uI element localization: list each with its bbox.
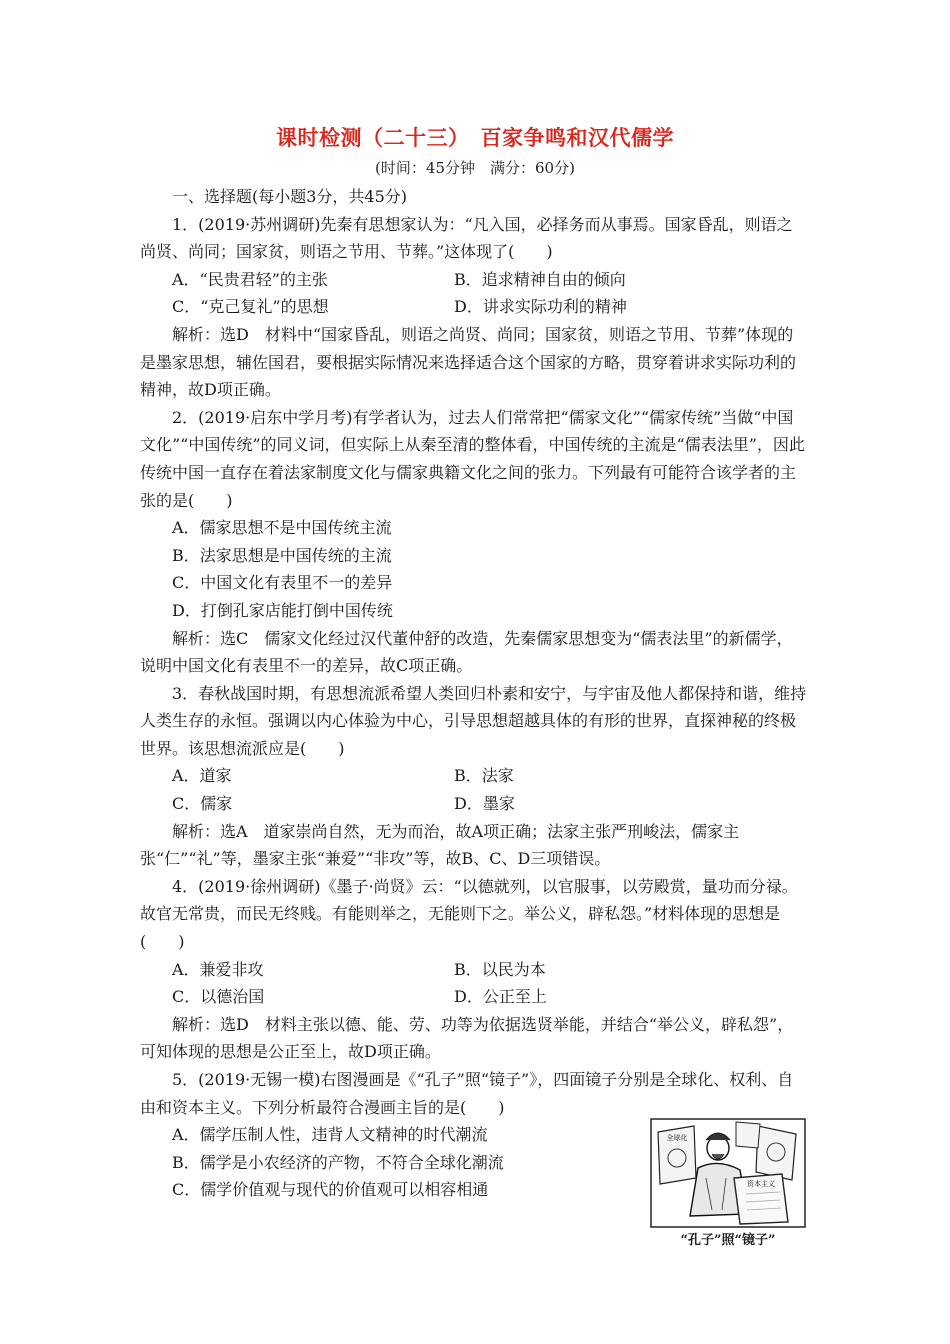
q2-option-a: A．儒家思想不是中国传统主流 xyxy=(172,518,392,538)
q2-option-d: D．打倒孔家店能打倒中国传统 xyxy=(172,600,393,620)
q3-analysis: 解析：选A 道家崇尚自然，无为而治，故A项正确；法家主张严刑峻法，儒家主张“仁”“礼”等，墨家主张“兼爱”“非攻”等，故B、C、D三项错误。 xyxy=(140,821,740,869)
q1-option-c: C．“克己复礼”的思想 xyxy=(172,297,329,317)
q3-option-a: A．道家 xyxy=(172,766,232,786)
content xyxy=(140,183,808,1248)
q3-stem: 3．春秋战国时期，有思想流派希望人类回归朴素和安宁，与宇宙及他人都保持和谐，维持人类生存的永恒。强调以内心体验为中心，引导思想超越具体的有形的世界，直探神秘的终极世界。该思想流派应是( ) xyxy=(140,683,807,758)
q1-stem: 1．(2019·苏州调研)先秦有思想家认为：“凡入国，必择务而从事焉。国家昏乱，则语之尚贤、尚同；国家贫，则语之节用、节葬。”这体现了( ) xyxy=(140,214,793,262)
q4-option-d: D．公正至上 xyxy=(454,987,547,1007)
q1-analysis: 解析：选D 材料中“国家昏乱，则语之尚贤、尚同；国家贫，则语之节用、节葬”体现的是墨家思想，辅佐国君，要根据实际情况来选择适合这个国家的方略，贯穿着讲求实际功利的精神，故D项正确。 xyxy=(140,324,797,400)
q4-stem: 4．(2019·徐州调研)《墨子·尚贤》云：“以德就列，以官服事，以劳殿赏，量功而分禄。故官无常贵，而民无终贱。有能则举之，无能则下之。举公义，辟私怨。”材料体现的思想是( ) xyxy=(140,876,798,952)
q3-option-c: C．儒家 xyxy=(172,794,233,814)
figure-caption: “孔子”照“镜子” xyxy=(680,1233,776,1248)
mirror-label-globalization: 全球化 xyxy=(666,1134,688,1142)
q4-option-c: C．以德治国 xyxy=(172,987,265,1007)
page-title: 课时检测（二十三） 百家争鸣和汉代儒学 xyxy=(276,125,674,150)
q5-option-c: C．儒学价值观与现代的价值观可以相容相通 xyxy=(172,1180,489,1200)
exam-info: (时间：45分钟 满分：60分) xyxy=(375,159,575,177)
q5-stem: 5．(2019·无锡一模)右图漫画是《“孔子”照“镜子”》，四面镜子分别是全球化、权利、自由和资本主义。下列分析最符合漫画主旨的是( ) xyxy=(140,1070,794,1117)
q2-stem: 2．(2019·启东中学月考)有学者认为，过去人们常常把“儒家文化”“儒家传统”当做“中国文化”“中国传统”的同义词，但实际上从秦至清的整体看，中国传统的主流是“儒表法里”，因此传统中国一直存在着法家制度文化与儒家典籍文化之间的张力。下列最有可能符合该学者的主张的是( ) xyxy=(140,407,805,510)
q3-option-d: D．墨家 xyxy=(454,794,515,814)
q5-options xyxy=(140,1121,620,1204)
q2-analysis: 解析：选C 儒家文化经过汉代董仲舒的改造，先秦儒家思想变为“儒表法里”的新儒学，说明中国文化有表里不一的差异，故C项正确。 xyxy=(140,628,793,676)
q3-options-row2 xyxy=(140,790,808,818)
q1-option-b: B．追求精神自由的倾向 xyxy=(454,269,626,289)
q1-options-row1 xyxy=(140,266,808,294)
q4-option-b: B．以民为本 xyxy=(454,959,546,979)
q5-option-a: A．儒学压制人性，违背人文精神的时代潮流 xyxy=(172,1125,488,1145)
cartoon-figure xyxy=(650,1118,806,1250)
confucius-mirror-cartoon xyxy=(650,1118,806,1228)
q2-option-b: B．法家思想是中国传统的主流 xyxy=(172,545,392,565)
q4-option-a: A．兼爱非攻 xyxy=(172,959,264,979)
q3-options-row1 xyxy=(140,762,808,790)
q4-options-row1 xyxy=(140,956,808,984)
q4-options-row2 xyxy=(140,983,808,1011)
q3-option-b: B．法家 xyxy=(454,766,514,786)
q5-block xyxy=(140,1066,808,1248)
q1-option-a: A．“民贵君轻”的主张 xyxy=(172,269,328,289)
q1-options-row2 xyxy=(140,293,808,321)
q4-analysis: 解析：选D 材料主张以德、能、劳、功等为依据选贤举能，并结合“举公义，辟私怨”，可知体现的思想是公正至上，故D项正确。 xyxy=(140,1014,794,1062)
q2-option-c: C．中国文化有表里不一的差异 xyxy=(172,573,393,593)
section-heading: 一、选择题(每小题3分，共45分) xyxy=(172,187,408,206)
q1-option-d: D．讲求实际功利的精神 xyxy=(454,297,627,317)
mirror-label-capitalism: 资本主义 xyxy=(747,1180,775,1188)
q5-option-b: B．儒学是小农经济的产物，不符合全球化潮流 xyxy=(172,1152,504,1172)
